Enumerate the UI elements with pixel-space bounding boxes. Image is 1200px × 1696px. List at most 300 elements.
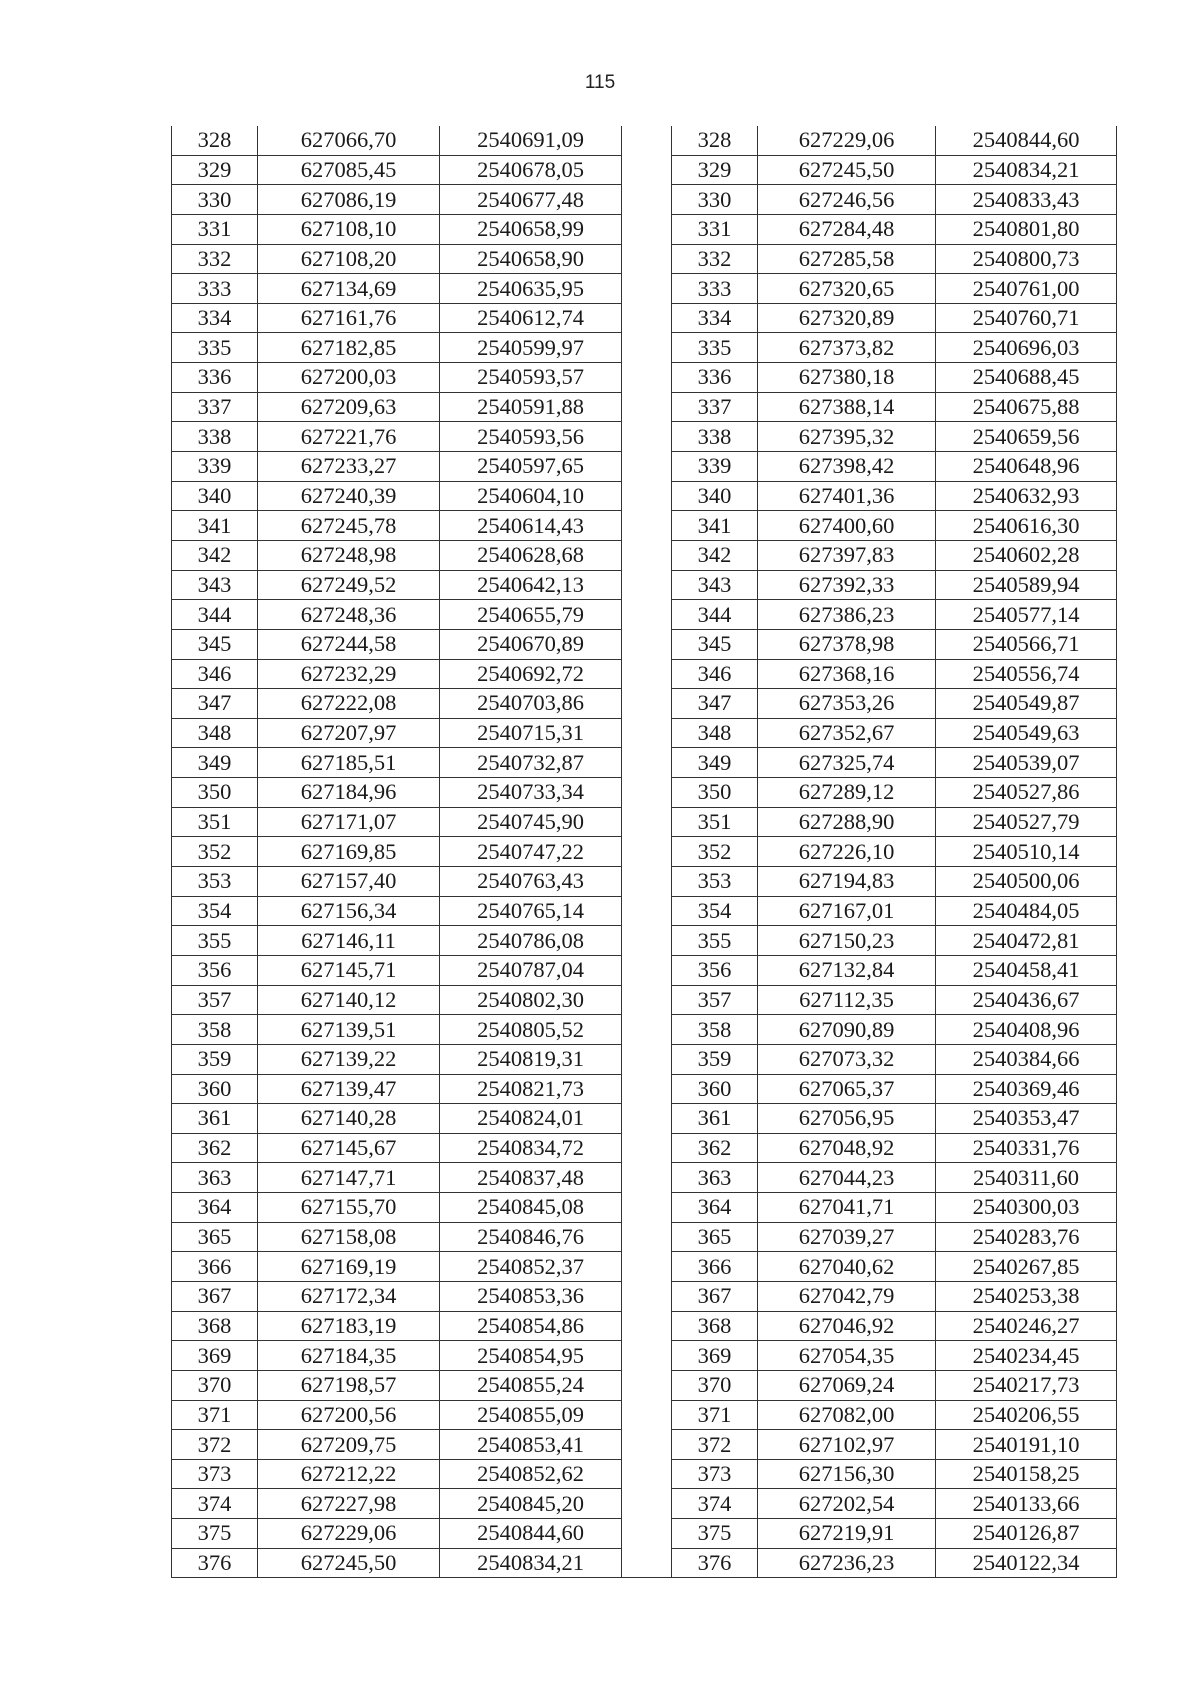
column-gap-cell xyxy=(622,1104,672,1134)
right-x-coordinate-cell: 627398,42 xyxy=(758,452,936,482)
right-y-coordinate-cell: 2540632,93 xyxy=(936,481,1117,511)
left-y-coordinate-cell: 2540658,90 xyxy=(440,244,622,274)
left-point-number-cell: 352 xyxy=(172,837,258,867)
right-point-number-cell: 371 xyxy=(672,1400,758,1430)
column-gap-cell xyxy=(622,1252,672,1282)
table-row xyxy=(172,1311,1117,1341)
right-y-coordinate-cell: 2540253,38 xyxy=(936,1281,1117,1311)
right-x-coordinate-cell: 627378,98 xyxy=(758,629,936,659)
right-x-coordinate-cell: 627041,71 xyxy=(758,1193,936,1223)
column-gap-cell xyxy=(622,629,672,659)
left-x-coordinate-cell: 627108,20 xyxy=(258,244,440,274)
right-y-coordinate-cell: 2540126,87 xyxy=(936,1519,1117,1549)
left-y-coordinate-cell: 2540670,89 xyxy=(440,629,622,659)
right-point-number-cell: 352 xyxy=(672,837,758,867)
table-row xyxy=(172,1548,1117,1578)
right-y-coordinate-cell: 2540353,47 xyxy=(936,1104,1117,1134)
table-row xyxy=(172,392,1117,422)
left-point-number-cell: 355 xyxy=(172,926,258,956)
left-point-number-cell: 329 xyxy=(172,155,258,185)
right-point-number-cell: 355 xyxy=(672,926,758,956)
table-row xyxy=(172,1074,1117,1104)
column-gap-cell xyxy=(622,214,672,244)
right-x-coordinate-cell: 627352,67 xyxy=(758,718,936,748)
right-x-coordinate-cell: 627056,95 xyxy=(758,1104,936,1134)
column-gap-cell xyxy=(622,1074,672,1104)
left-x-coordinate-cell: 627169,85 xyxy=(258,837,440,867)
left-point-number-cell: 340 xyxy=(172,481,258,511)
right-y-coordinate-cell: 2540369,46 xyxy=(936,1074,1117,1104)
right-point-number-cell: 330 xyxy=(672,185,758,215)
right-y-coordinate-cell: 2540527,86 xyxy=(936,778,1117,808)
left-point-number-cell: 328 xyxy=(172,126,258,155)
right-x-coordinate-cell: 627167,01 xyxy=(758,896,936,926)
right-x-coordinate-cell: 627380,18 xyxy=(758,363,936,393)
right-point-number-cell: 374 xyxy=(672,1489,758,1519)
column-gap-cell xyxy=(622,659,672,689)
left-x-coordinate-cell: 627200,03 xyxy=(258,363,440,393)
left-point-number-cell: 351 xyxy=(172,807,258,837)
left-y-coordinate-cell: 2540604,10 xyxy=(440,481,622,511)
column-gap-cell xyxy=(622,274,672,304)
table-row xyxy=(172,1341,1117,1371)
left-x-coordinate-cell: 627108,10 xyxy=(258,214,440,244)
left-point-number-cell: 336 xyxy=(172,363,258,393)
column-gap-cell xyxy=(622,1222,672,1252)
left-y-coordinate-cell: 2540852,62 xyxy=(440,1459,622,1489)
left-y-coordinate-cell: 2540591,88 xyxy=(440,392,622,422)
right-x-coordinate-cell: 627388,14 xyxy=(758,392,936,422)
right-y-coordinate-cell: 2540602,28 xyxy=(936,540,1117,570)
table-row xyxy=(172,659,1117,689)
right-point-number-cell: 329 xyxy=(672,155,758,185)
right-y-coordinate-cell: 2540675,88 xyxy=(936,392,1117,422)
left-x-coordinate-cell: 627212,22 xyxy=(258,1459,440,1489)
table-row xyxy=(172,1459,1117,1489)
right-point-number-cell: 337 xyxy=(672,392,758,422)
right-point-number-cell: 343 xyxy=(672,570,758,600)
left-x-coordinate-cell: 627221,76 xyxy=(258,422,440,452)
table-row xyxy=(172,481,1117,511)
right-x-coordinate-cell: 627090,89 xyxy=(758,1015,936,1045)
left-y-coordinate-cell: 2540658,99 xyxy=(440,214,622,244)
right-point-number-cell: 364 xyxy=(672,1193,758,1223)
left-x-coordinate-cell: 627249,52 xyxy=(258,570,440,600)
right-point-number-cell: 353 xyxy=(672,867,758,897)
table-row xyxy=(172,985,1117,1015)
left-point-number-cell: 344 xyxy=(172,600,258,630)
left-y-coordinate-cell: 2540692,72 xyxy=(440,659,622,689)
left-point-number-cell: 343 xyxy=(172,570,258,600)
left-point-number-cell: 353 xyxy=(172,867,258,897)
left-x-coordinate-cell: 627240,39 xyxy=(258,481,440,511)
right-x-coordinate-cell: 627219,91 xyxy=(758,1519,936,1549)
left-x-coordinate-cell: 627229,06 xyxy=(258,1519,440,1549)
right-point-number-cell: 335 xyxy=(672,333,758,363)
left-x-coordinate-cell: 627086,19 xyxy=(258,185,440,215)
left-x-coordinate-cell: 627145,71 xyxy=(258,955,440,985)
left-x-coordinate-cell: 627134,69 xyxy=(258,274,440,304)
right-x-coordinate-cell: 627194,83 xyxy=(758,867,936,897)
right-point-number-cell: 332 xyxy=(672,244,758,274)
right-x-coordinate-cell: 627246,56 xyxy=(758,185,936,215)
right-point-number-cell: 334 xyxy=(672,303,758,333)
right-x-coordinate-cell: 627320,65 xyxy=(758,274,936,304)
left-y-coordinate-cell: 2540593,56 xyxy=(440,422,622,452)
left-x-coordinate-cell: 627245,50 xyxy=(258,1548,440,1578)
left-x-coordinate-cell: 627145,67 xyxy=(258,1133,440,1163)
right-y-coordinate-cell: 2540688,45 xyxy=(936,363,1117,393)
left-y-coordinate-cell: 2540845,20 xyxy=(440,1489,622,1519)
left-point-number-cell: 369 xyxy=(172,1341,258,1371)
right-y-coordinate-cell: 2540436,67 xyxy=(936,985,1117,1015)
left-point-number-cell: 366 xyxy=(172,1252,258,1282)
left-point-number-cell: 342 xyxy=(172,540,258,570)
right-point-number-cell: 341 xyxy=(672,511,758,541)
right-y-coordinate-cell: 2540539,07 xyxy=(936,748,1117,778)
table-row xyxy=(172,1163,1117,1193)
table-row xyxy=(172,1193,1117,1223)
right-y-coordinate-cell: 2540217,73 xyxy=(936,1370,1117,1400)
column-gap-cell xyxy=(622,155,672,185)
right-point-number-cell: 367 xyxy=(672,1281,758,1311)
table-row xyxy=(172,422,1117,452)
left-point-number-cell: 339 xyxy=(172,452,258,482)
left-x-coordinate-cell: 627156,34 xyxy=(258,896,440,926)
right-x-coordinate-cell: 627112,35 xyxy=(758,985,936,1015)
right-x-coordinate-cell: 627285,58 xyxy=(758,244,936,274)
left-point-number-cell: 356 xyxy=(172,955,258,985)
left-point-number-cell: 346 xyxy=(172,659,258,689)
right-y-coordinate-cell: 2540648,96 xyxy=(936,452,1117,482)
table-row xyxy=(172,1430,1117,1460)
right-x-coordinate-cell: 627048,92 xyxy=(758,1133,936,1163)
left-point-number-cell: 358 xyxy=(172,1015,258,1045)
left-y-coordinate-cell: 2540733,34 xyxy=(440,778,622,808)
left-point-number-cell: 338 xyxy=(172,422,258,452)
right-y-coordinate-cell: 2540844,60 xyxy=(936,126,1117,155)
right-point-number-cell: 349 xyxy=(672,748,758,778)
left-y-coordinate-cell: 2540599,97 xyxy=(440,333,622,363)
left-x-coordinate-cell: 627161,76 xyxy=(258,303,440,333)
right-x-coordinate-cell: 627073,32 xyxy=(758,1044,936,1074)
table-row xyxy=(172,274,1117,304)
column-gap-cell xyxy=(622,867,672,897)
column-gap-cell xyxy=(622,363,672,393)
left-point-number-cell: 376 xyxy=(172,1548,258,1578)
left-x-coordinate-cell: 627185,51 xyxy=(258,748,440,778)
right-x-coordinate-cell: 627386,23 xyxy=(758,600,936,630)
right-x-coordinate-cell: 627202,54 xyxy=(758,1489,936,1519)
right-y-coordinate-cell: 2540191,10 xyxy=(936,1430,1117,1460)
table-row xyxy=(172,689,1117,719)
table-row xyxy=(172,629,1117,659)
column-gap-cell xyxy=(622,1519,672,1549)
right-x-coordinate-cell: 627039,27 xyxy=(758,1222,936,1252)
table-row xyxy=(172,511,1117,541)
column-gap-cell xyxy=(622,1133,672,1163)
table-row xyxy=(172,214,1117,244)
table-row xyxy=(172,1104,1117,1134)
left-x-coordinate-cell: 627183,19 xyxy=(258,1311,440,1341)
column-gap-cell xyxy=(622,1044,672,1074)
table-row xyxy=(172,1400,1117,1430)
column-gap-cell xyxy=(622,452,672,482)
left-x-coordinate-cell: 627085,45 xyxy=(258,155,440,185)
table-row xyxy=(172,1222,1117,1252)
left-y-coordinate-cell: 2540597,65 xyxy=(440,452,622,482)
right-x-coordinate-cell: 627392,33 xyxy=(758,570,936,600)
left-x-coordinate-cell: 627066,70 xyxy=(258,126,440,155)
left-x-coordinate-cell: 627207,97 xyxy=(258,718,440,748)
right-y-coordinate-cell: 2540133,66 xyxy=(936,1489,1117,1519)
left-point-number-cell: 368 xyxy=(172,1311,258,1341)
column-gap-cell xyxy=(622,392,672,422)
right-point-number-cell: 361 xyxy=(672,1104,758,1134)
left-point-number-cell: 371 xyxy=(172,1400,258,1430)
right-point-number-cell: 363 xyxy=(672,1163,758,1193)
table-row xyxy=(172,837,1117,867)
left-x-coordinate-cell: 627209,75 xyxy=(258,1430,440,1460)
left-y-coordinate-cell: 2540747,22 xyxy=(440,837,622,867)
column-gap-cell xyxy=(622,689,672,719)
right-x-coordinate-cell: 627320,89 xyxy=(758,303,936,333)
left-y-coordinate-cell: 2540593,57 xyxy=(440,363,622,393)
table-row xyxy=(172,926,1117,956)
right-y-coordinate-cell: 2540484,05 xyxy=(936,896,1117,926)
left-x-coordinate-cell: 627244,58 xyxy=(258,629,440,659)
left-point-number-cell: 370 xyxy=(172,1370,258,1400)
left-x-coordinate-cell: 627248,98 xyxy=(258,540,440,570)
column-gap-cell xyxy=(622,422,672,452)
left-x-coordinate-cell: 627169,19 xyxy=(258,1252,440,1282)
left-y-coordinate-cell: 2540819,31 xyxy=(440,1044,622,1074)
left-x-coordinate-cell: 627155,70 xyxy=(258,1193,440,1223)
right-point-number-cell: 351 xyxy=(672,807,758,837)
left-x-coordinate-cell: 627146,11 xyxy=(258,926,440,956)
right-point-number-cell: 359 xyxy=(672,1044,758,1074)
right-y-coordinate-cell: 2540384,66 xyxy=(936,1044,1117,1074)
left-x-coordinate-cell: 627184,96 xyxy=(258,778,440,808)
right-point-number-cell: 370 xyxy=(672,1370,758,1400)
right-y-coordinate-cell: 2540472,81 xyxy=(936,926,1117,956)
left-y-coordinate-cell: 2540855,09 xyxy=(440,1400,622,1430)
left-point-number-cell: 365 xyxy=(172,1222,258,1252)
left-y-coordinate-cell: 2540786,08 xyxy=(440,926,622,956)
right-y-coordinate-cell: 2540696,03 xyxy=(936,333,1117,363)
table-row xyxy=(172,1044,1117,1074)
left-y-coordinate-cell: 2540824,01 xyxy=(440,1104,622,1134)
column-gap-cell xyxy=(622,778,672,808)
left-point-number-cell: 333 xyxy=(172,274,258,304)
right-point-number-cell: 366 xyxy=(672,1252,758,1282)
right-y-coordinate-cell: 2540300,03 xyxy=(936,1193,1117,1223)
column-gap-cell xyxy=(622,540,672,570)
right-x-coordinate-cell: 627353,26 xyxy=(758,689,936,719)
left-x-coordinate-cell: 627227,98 xyxy=(258,1489,440,1519)
right-y-coordinate-cell: 2540458,41 xyxy=(936,955,1117,985)
right-x-coordinate-cell: 627065,37 xyxy=(758,1074,936,1104)
right-point-number-cell: 344 xyxy=(672,600,758,630)
right-y-coordinate-cell: 2540801,80 xyxy=(936,214,1117,244)
right-x-coordinate-cell: 627069,24 xyxy=(758,1370,936,1400)
table-row xyxy=(172,303,1117,333)
column-gap-cell xyxy=(622,896,672,926)
column-gap-cell xyxy=(622,570,672,600)
right-y-coordinate-cell: 2540283,76 xyxy=(936,1222,1117,1252)
right-y-coordinate-cell: 2540833,43 xyxy=(936,185,1117,215)
left-point-number-cell: 361 xyxy=(172,1104,258,1134)
right-x-coordinate-cell: 627236,23 xyxy=(758,1548,936,1578)
left-y-coordinate-cell: 2540655,79 xyxy=(440,600,622,630)
column-gap-cell xyxy=(622,807,672,837)
column-gap-cell xyxy=(622,926,672,956)
column-gap-cell xyxy=(622,1281,672,1311)
right-y-coordinate-cell: 2540510,14 xyxy=(936,837,1117,867)
left-x-coordinate-cell: 627209,63 xyxy=(258,392,440,422)
right-y-coordinate-cell: 2540589,94 xyxy=(936,570,1117,600)
left-x-coordinate-cell: 627139,22 xyxy=(258,1044,440,1074)
table-row xyxy=(172,244,1117,274)
left-point-number-cell: 347 xyxy=(172,689,258,719)
left-x-coordinate-cell: 627172,34 xyxy=(258,1281,440,1311)
table-row xyxy=(172,333,1117,363)
right-point-number-cell: 356 xyxy=(672,955,758,985)
left-y-coordinate-cell: 2540691,09 xyxy=(440,126,622,155)
column-gap-cell xyxy=(622,333,672,363)
table-row xyxy=(172,570,1117,600)
column-gap-cell xyxy=(622,244,672,274)
left-y-coordinate-cell: 2540635,95 xyxy=(440,274,622,304)
column-gap-cell xyxy=(622,1015,672,1045)
right-point-number-cell: 342 xyxy=(672,540,758,570)
left-y-coordinate-cell: 2540765,14 xyxy=(440,896,622,926)
table-row xyxy=(172,1489,1117,1519)
right-x-coordinate-cell: 627082,00 xyxy=(758,1400,936,1430)
left-y-coordinate-cell: 2540834,72 xyxy=(440,1133,622,1163)
left-y-coordinate-cell: 2540745,90 xyxy=(440,807,622,837)
column-gap-cell xyxy=(622,1341,672,1371)
table-row xyxy=(172,1519,1117,1549)
column-gap-cell xyxy=(622,303,672,333)
right-point-number-cell: 345 xyxy=(672,629,758,659)
column-gap-cell xyxy=(622,985,672,1015)
right-x-coordinate-cell: 627401,36 xyxy=(758,481,936,511)
column-gap-cell xyxy=(622,1459,672,1489)
left-y-coordinate-cell: 2540787,04 xyxy=(440,955,622,985)
right-y-coordinate-cell: 2540311,60 xyxy=(936,1163,1117,1193)
left-point-number-cell: 360 xyxy=(172,1074,258,1104)
right-x-coordinate-cell: 627373,82 xyxy=(758,333,936,363)
right-point-number-cell: 331 xyxy=(672,214,758,244)
right-y-coordinate-cell: 2540527,79 xyxy=(936,807,1117,837)
right-point-number-cell: 365 xyxy=(672,1222,758,1252)
table-row xyxy=(172,718,1117,748)
left-point-number-cell: 373 xyxy=(172,1459,258,1489)
table-row xyxy=(172,600,1117,630)
right-point-number-cell: 357 xyxy=(672,985,758,1015)
right-point-number-cell: 336 xyxy=(672,363,758,393)
left-x-coordinate-cell: 627198,57 xyxy=(258,1370,440,1400)
right-x-coordinate-cell: 627102,97 xyxy=(758,1430,936,1460)
left-x-coordinate-cell: 627232,29 xyxy=(258,659,440,689)
left-x-coordinate-cell: 627139,47 xyxy=(258,1074,440,1104)
left-point-number-cell: 337 xyxy=(172,392,258,422)
right-y-coordinate-cell: 2540331,76 xyxy=(936,1133,1117,1163)
table-row xyxy=(172,452,1117,482)
column-gap-cell xyxy=(622,481,672,511)
table-row xyxy=(172,185,1117,215)
left-y-coordinate-cell: 2540855,24 xyxy=(440,1370,622,1400)
left-point-number-cell: 348 xyxy=(172,718,258,748)
left-x-coordinate-cell: 627171,07 xyxy=(258,807,440,837)
right-x-coordinate-cell: 627046,92 xyxy=(758,1311,936,1341)
left-x-coordinate-cell: 627200,56 xyxy=(258,1400,440,1430)
left-y-coordinate-cell: 2540628,68 xyxy=(440,540,622,570)
column-gap-cell xyxy=(622,1548,672,1578)
left-point-number-cell: 374 xyxy=(172,1489,258,1519)
column-gap-cell xyxy=(622,126,672,155)
right-x-coordinate-cell: 627397,83 xyxy=(758,540,936,570)
table-row xyxy=(172,1252,1117,1282)
left-y-coordinate-cell: 2540854,86 xyxy=(440,1311,622,1341)
page-number: 115 xyxy=(584,72,616,93)
left-y-coordinate-cell: 2540614,43 xyxy=(440,511,622,541)
left-y-coordinate-cell: 2540821,73 xyxy=(440,1074,622,1104)
right-point-number-cell: 333 xyxy=(672,274,758,304)
right-y-coordinate-cell: 2540616,30 xyxy=(936,511,1117,541)
left-x-coordinate-cell: 627248,36 xyxy=(258,600,440,630)
left-y-coordinate-cell: 2540852,37 xyxy=(440,1252,622,1282)
right-point-number-cell: 376 xyxy=(672,1548,758,1578)
right-x-coordinate-cell: 627400,60 xyxy=(758,511,936,541)
column-gap-cell xyxy=(622,185,672,215)
left-point-number-cell: 345 xyxy=(172,629,258,659)
table-row xyxy=(172,955,1117,985)
right-point-number-cell: 358 xyxy=(672,1015,758,1045)
column-gap-cell xyxy=(622,1193,672,1223)
left-x-coordinate-cell: 627245,78 xyxy=(258,511,440,541)
right-x-coordinate-cell: 627368,16 xyxy=(758,659,936,689)
right-point-number-cell: 338 xyxy=(672,422,758,452)
left-point-number-cell: 349 xyxy=(172,748,258,778)
right-point-number-cell: 375 xyxy=(672,1519,758,1549)
left-y-coordinate-cell: 2540612,74 xyxy=(440,303,622,333)
left-point-number-cell: 350 xyxy=(172,778,258,808)
left-x-coordinate-cell: 627140,28 xyxy=(258,1104,440,1134)
right-x-coordinate-cell: 627395,32 xyxy=(758,422,936,452)
left-x-coordinate-cell: 627158,08 xyxy=(258,1222,440,1252)
left-point-number-cell: 334 xyxy=(172,303,258,333)
column-gap-cell xyxy=(622,1370,672,1400)
left-x-coordinate-cell: 627184,35 xyxy=(258,1341,440,1371)
right-x-coordinate-cell: 627054,35 xyxy=(758,1341,936,1371)
right-y-coordinate-cell: 2540158,25 xyxy=(936,1459,1117,1489)
left-point-number-cell: 367 xyxy=(172,1281,258,1311)
left-y-coordinate-cell: 2540845,08 xyxy=(440,1193,622,1223)
left-point-number-cell: 331 xyxy=(172,214,258,244)
table-row xyxy=(172,1370,1117,1400)
left-y-coordinate-cell: 2540715,31 xyxy=(440,718,622,748)
table-row xyxy=(172,867,1117,897)
right-y-coordinate-cell: 2540659,56 xyxy=(936,422,1117,452)
right-point-number-cell: 362 xyxy=(672,1133,758,1163)
left-y-coordinate-cell: 2540837,48 xyxy=(440,1163,622,1193)
right-point-number-cell: 339 xyxy=(672,452,758,482)
right-point-number-cell: 373 xyxy=(672,1459,758,1489)
right-y-coordinate-cell: 2540408,96 xyxy=(936,1015,1117,1045)
left-y-coordinate-cell: 2540844,60 xyxy=(440,1519,622,1549)
